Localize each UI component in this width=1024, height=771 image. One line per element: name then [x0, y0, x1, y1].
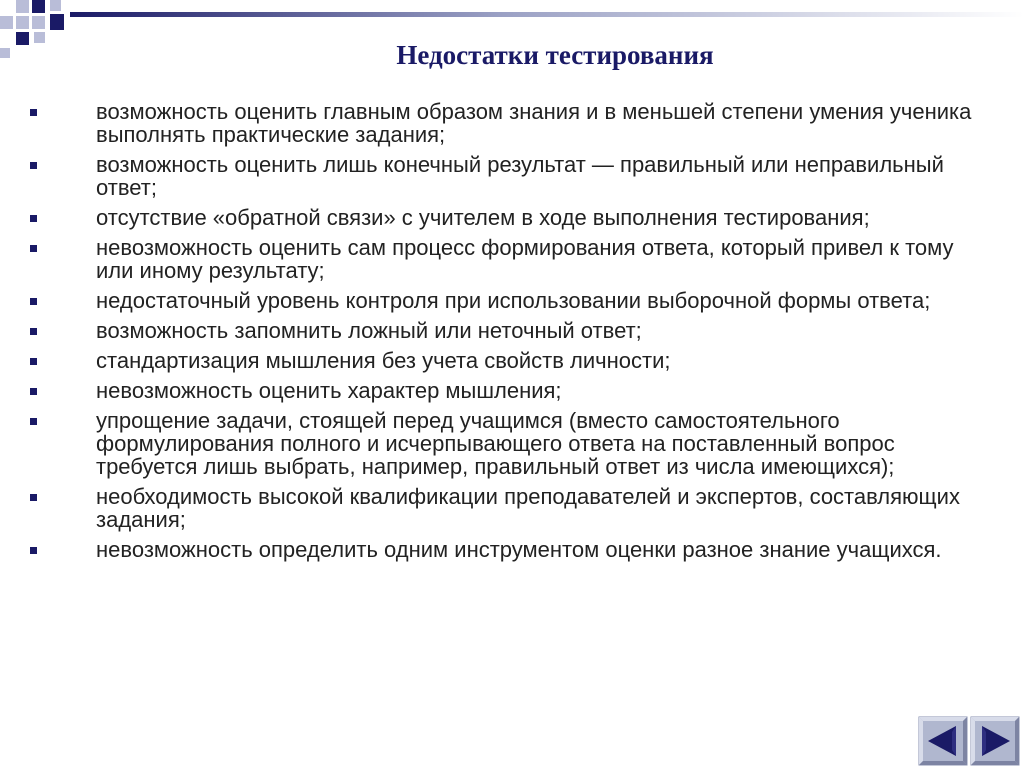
list-item-text: возможность запомнить ложный или неточный ответ;: [96, 318, 642, 343]
bullet-list: [30, 100, 990, 568]
list-item-text: возможность оценить лишь конечный результат — правильный или неправильный ответ;: [96, 152, 944, 200]
prev-slide-button[interactable]: [918, 716, 968, 766]
square-bullet-icon: [30, 358, 37, 365]
next-slide-button[interactable]: [970, 716, 1020, 766]
list-item-text: необходимость высокой квалификации преподавателей и экспертов, составляющих задания;: [96, 484, 960, 532]
square-bullet-icon: [30, 162, 37, 169]
slide-title: Недостатки тестирования: [396, 40, 714, 70]
decor-square: [16, 0, 29, 13]
square-bullet-icon: [30, 547, 37, 554]
list-item: [30, 409, 990, 478]
header-gradient-bar: [70, 12, 1024, 17]
list-item: [30, 100, 990, 146]
decor-square: [50, 14, 64, 30]
arrow-left-icon: [918, 716, 968, 766]
square-bullet-icon: [30, 328, 37, 335]
decor-square: [32, 16, 45, 29]
decor-square: [16, 16, 29, 29]
list-item: [30, 153, 990, 199]
decor-square: [50, 0, 61, 11]
square-bullet-icon: [30, 494, 37, 501]
list-item-text: возможность оценить главным образом знания и в меньшей степени умения ученика выполнять практические задания;: [96, 99, 972, 147]
list-item: [30, 485, 990, 531]
list-item: [30, 319, 990, 342]
decor-square: [32, 0, 45, 13]
list-item: [30, 236, 990, 282]
list-item-text: недостаточный уровень контроля при использовании выборочной формы ответа;: [96, 288, 931, 313]
square-bullet-icon: [30, 418, 37, 425]
decor-square: [0, 16, 13, 29]
list-item: [30, 538, 990, 561]
list-item: [30, 206, 990, 229]
square-bullet-icon: [30, 388, 37, 395]
arrow-right-icon: [970, 716, 1020, 766]
square-bullet-icon: [30, 215, 37, 222]
list-item-text: невозможность оценить характер мышления;: [96, 378, 562, 403]
list-item-text: стандартизация мышления без учета свойств личности;: [96, 348, 671, 373]
list-item: [30, 289, 990, 312]
list-item: [30, 349, 990, 372]
list-item-text: невозможность определить одним инструментом оценки разное знание учащихся.: [96, 537, 942, 562]
list-item-text: невозможность оценить сам процесс формирования ответа, который привел к тому или иному результату;: [96, 235, 954, 283]
square-bullet-icon: [30, 109, 37, 116]
square-bullet-icon: [30, 245, 37, 252]
list-item-text: отсутствие «обратной связи» с учителем в ходе выполнения тестирования;: [96, 205, 870, 230]
square-bullet-icon: [30, 298, 37, 305]
list-item-text: упрощение задачи, стоящей перед учащимся (вместо самостоятельного формулирования полного и исчерпывающего ответа на поставленный вопрос требуется лишь выбрать, например, правильный ответ из числа имеющихся);: [96, 408, 895, 479]
list-item: [30, 379, 990, 402]
